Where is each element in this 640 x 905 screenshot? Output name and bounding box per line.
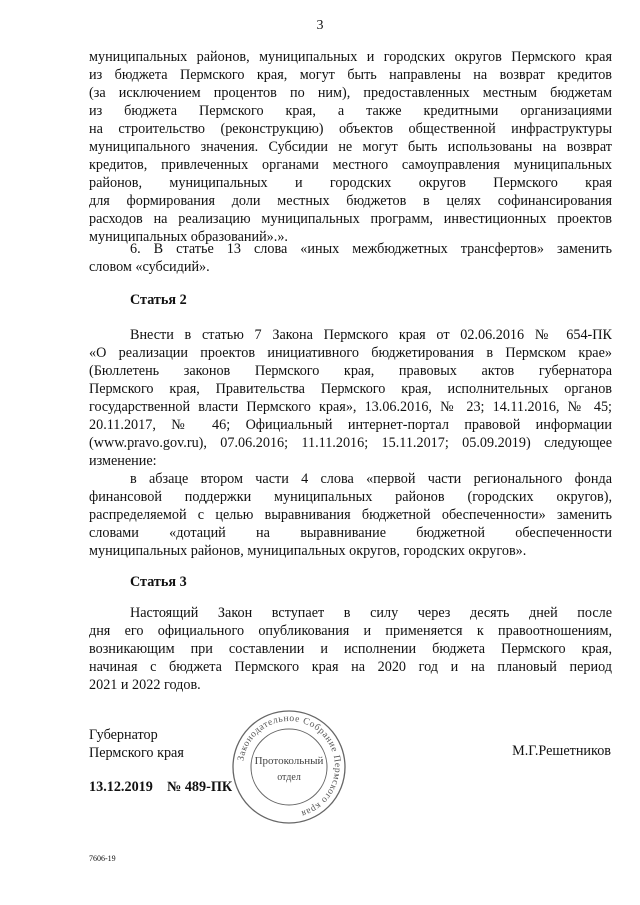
article-2-heading: Статья 2 <box>130 292 187 308</box>
text-line: 6. В статье 13 слова «иных межбюджетных трансфертов» заменить <box>130 241 612 257</box>
article-2-intro <box>89 326 612 470</box>
law-date: 13.12.2019 <box>89 779 153 795</box>
text-line: кредитов, привлеченных органами местного самоуправления муниципальных <box>89 157 612 173</box>
text-line: словами «дотаций на выравнивание бюджетной обеспеченности <box>89 525 612 541</box>
text-line: распределяемой с целью выравнивания бюджетной обеспеченности» заменить <box>89 507 612 523</box>
article-3-heading: Статья 3 <box>130 574 187 590</box>
text-line: Пермского края, Правительства Пермского края, исполнительных органов <box>89 381 612 397</box>
text-line: расходов на реализацию муниципальных программ, инвестиционных проектов <box>89 211 612 227</box>
text-line: муниципальных районов, муниципальных и городских округов Пермского края <box>89 49 612 65</box>
signatory-title-line: Губернатор <box>89 727 158 743</box>
signatory-name: М.Г.Решетников <box>512 743 611 759</box>
text-line: возникающим при составлении и исполнении бюджета Пермского края, <box>89 641 612 657</box>
text-line: из бюджета Пермского края, могут быть направлены на возврат кредитов <box>89 67 612 83</box>
text-line: государственной власти Пермского края», 13.06.2016, № 23; 14.11.2016, № 45; <box>89 399 612 415</box>
text-line: 20.11.2017, № 46; Официальный интернет-портал правовой информации <box>89 417 612 433</box>
text-line: (www.pravo.gov.ru), 07.06.2016; 11.11.2016; 15.11.2017; 05.09.2019) следующее <box>89 435 612 451</box>
article-2-change <box>89 470 612 560</box>
text-line: из бюджета Пермского края, а также кредитными организациями <box>89 103 612 119</box>
official-seal-stamp <box>230 708 348 826</box>
signatory-title-line: Пермского края <box>89 745 184 761</box>
paragraph-continuation <box>89 48 612 246</box>
signatory-title <box>89 726 184 762</box>
text-line: Внести в статью 7 Закона Пермского края от 02.06.2016 № 654-ПК <box>130 327 612 343</box>
text-line: муниципальных образований».». <box>89 229 288 245</box>
text-line: 2021 и 2022 годов. <box>89 677 201 693</box>
seal-center-line-1: Протокольный <box>254 755 324 767</box>
text-line: муниципального значения. Субсидии не могут быть использованы на возврат <box>89 139 612 155</box>
seal-center-line-2: отдел <box>277 772 301 783</box>
text-line: начиная с бюджета Пермского края на 2020 год и на плановый период <box>89 659 612 675</box>
text-line: (за исключением процентов по ним), предоставленных местным бюджетам <box>89 85 612 101</box>
document-code: 7606-19 <box>89 854 116 863</box>
item-6-paragraph <box>89 240 612 276</box>
text-line: в абзаце втором части 4 слова «первой части регионального фонда <box>130 471 612 487</box>
text-line: для формирования доли местных бюджетов в целях софинансирования <box>89 193 612 209</box>
text-line: Настоящий Закон вступает в силу через десять дней после <box>130 605 612 621</box>
text-line: на строительство (реконструкцию) объектов общественной инфраструктуры <box>89 121 612 137</box>
text-line: «О реализации проектов инициативного бюджетирования в Пермском крае» <box>89 345 612 361</box>
text-line: (Бюллетень законов Пермского края, правовых актов губернатора <box>89 363 612 379</box>
text-line: изменение: <box>89 453 157 469</box>
law-number: № 489-ПК <box>167 779 233 795</box>
text-line: муниципальных районов, муниципальных округов, городских округов». <box>89 543 527 559</box>
law-date-number <box>89 779 232 796</box>
text-line: районов, муниципальных и городских округов Пермского края <box>89 175 612 191</box>
text-line: словом «субсидий». <box>89 259 210 275</box>
article-3-paragraph <box>89 604 612 694</box>
text-line: финансовой поддержки муниципальных районов (городских округов), <box>89 489 612 505</box>
seal-ring-text: Законодательное Собрание Пермского края <box>236 713 343 819</box>
page-number: 3 <box>316 18 324 33</box>
text-line: дня его официального опубликования и применяется к правоотношениям, <box>89 623 612 639</box>
